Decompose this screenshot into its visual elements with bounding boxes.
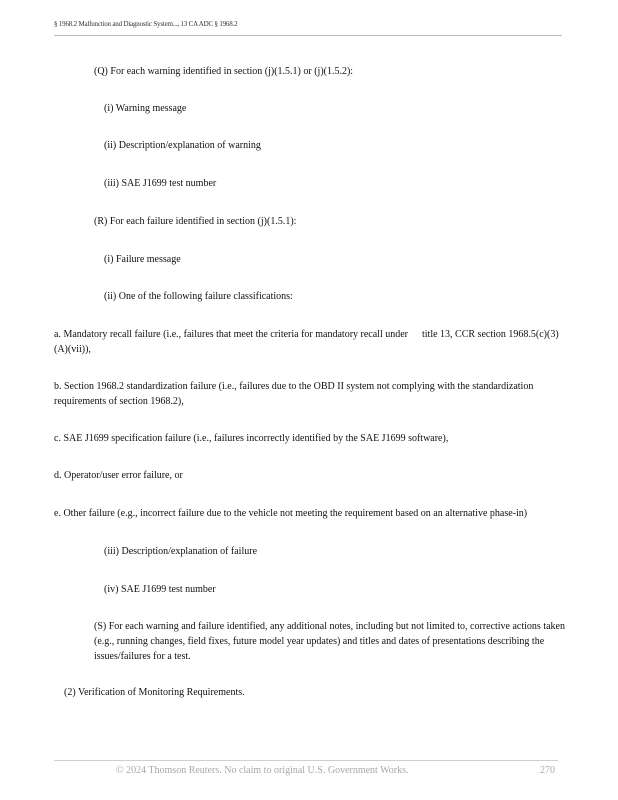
- paragraph-s: (S) For each warning and failure identified, any additional notes, including but not limited to, corrective actions taken (e.g., running changes, field fixes, future model year updates) and titles and dates of presentations describing the issues/failures for a test.: [94, 621, 565, 662]
- item-q-i: (i) Warning message: [104, 103, 187, 114]
- classification-a-line1: a. Mandatory recall failure (i.e., failures that meet the criteria for mandatory recall under: [54, 329, 408, 340]
- footer-divider: [54, 760, 558, 761]
- classification-c: c. SAE J1699 specification failure (i.e., failures incorrectly identified by the SAE J1699 software),: [54, 433, 449, 444]
- classification-e: e. Other failure (e.g., incorrect failure due to the vehicle not meeting the requirement based on an alternative phase-in): [54, 508, 528, 519]
- item-q-ii: (ii) Description/explanation of warning: [104, 140, 261, 151]
- page-number: 270: [540, 765, 555, 776]
- classification-b-line1: b. Section 1968.2 standardization failure (i.e., failures due to the OBD II system not complying with the standardization: [54, 381, 534, 392]
- paragraph-r: (R) For each failure identified in section (j)(1.5.1):: [94, 216, 297, 227]
- classification-b-line2: requirements of section 1968.2),: [54, 396, 184, 407]
- item-r-ii: (ii) One of the following failure classifications:: [104, 291, 293, 302]
- paragraph-2: (2) Verification of Monitoring Requirements.: [64, 687, 245, 698]
- item-r-iv: (iv) SAE J1699 test number: [104, 584, 216, 595]
- classification-d: d. Operator/user error failure, or: [54, 470, 183, 481]
- item-r-i: (i) Failure message: [104, 254, 181, 265]
- header-divider: [54, 35, 562, 36]
- paragraph-q: (Q) For each warning identified in section (j)(1.5.1) or (j)(1.5.2):: [94, 66, 354, 77]
- item-q-iii: (iii) SAE J1699 test number: [104, 178, 217, 189]
- footer-copyright: © 2024 Thomson Reuters. No claim to original U.S. Government Works.: [116, 765, 409, 776]
- classification-a-ref: title 13, CCR section 1968.5(c)(3): [422, 329, 559, 340]
- running-head: § 1968.2 Malfunction and Diagnostic System..., 13 CA ADC § 1968.2: [54, 20, 238, 28]
- classification-a-line2: (A)(vii)),: [54, 344, 91, 355]
- item-r-iii: (iii) Description/explanation of failure: [104, 546, 258, 557]
